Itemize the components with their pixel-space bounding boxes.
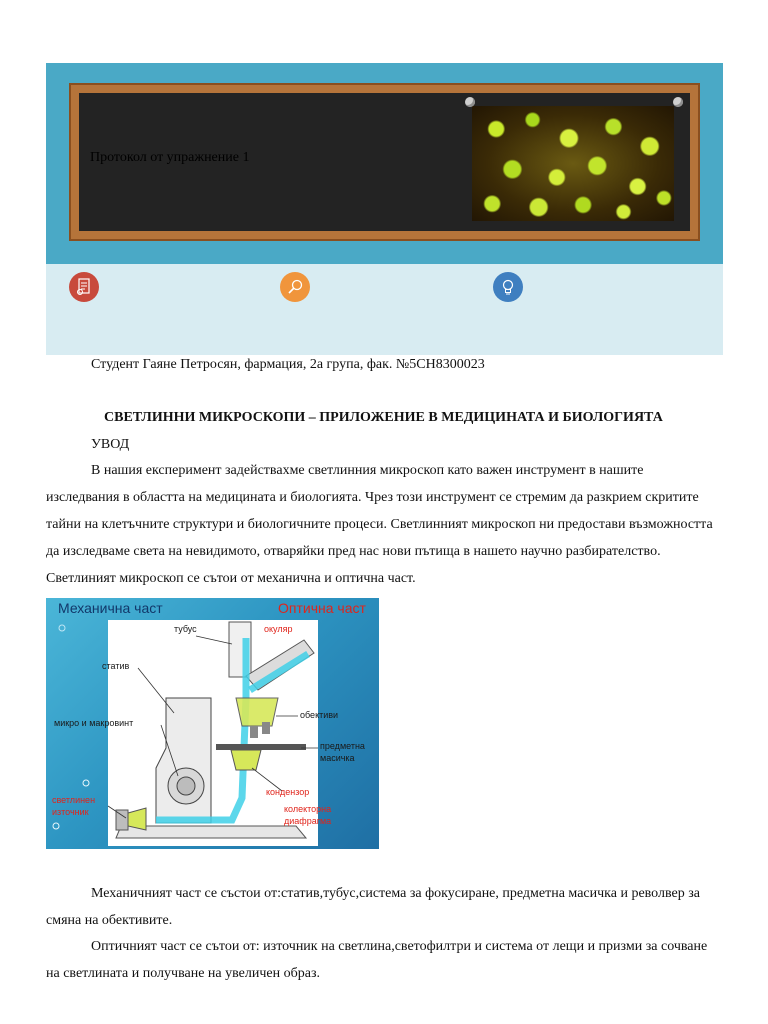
- label-masichka-1: предметна: [320, 741, 365, 751]
- cell-micrograph-image: [472, 106, 674, 221]
- label-vint: микро и макровинт: [54, 718, 134, 728]
- intro-paragraph: В нашия експеримент задействахме светлинния микроскоп като важен инструмент в нашите изследвания в областта на медицината и биологията. Чрез този инструмент се стремим да разкрием скритите тайни на клетъчните структури и биологичните процеси. Светлинният микроскоп ни предостави възможността да изследваме света на невидимото, отваряйки пред нас нови пътища в нашето научно разбирателство. Светлиният микроскоп се сътои от механична и оптична част.: [46, 463, 713, 586]
- microscope-diagram: [46, 598, 379, 849]
- document-icon: [69, 272, 99, 302]
- header-banner: [46, 63, 723, 264]
- pin-icon: [465, 97, 475, 107]
- mechanical-paragraph: Механичният част се състои от:статив,тубус,система за фокусиране, предметна масичка и револвер за смяна на обективите.: [46, 886, 700, 928]
- label-diafragma-2: диафрагма: [284, 816, 332, 826]
- label-diafragma-1: колекторна: [284, 804, 332, 814]
- figure-right-title: Оптична част: [278, 600, 366, 616]
- label-tubus: тубус: [174, 624, 197, 634]
- lightbulb-icon: [493, 272, 523, 302]
- label-iztochnik-2: източник: [52, 807, 89, 817]
- chalkboard-frame: [69, 83, 700, 241]
- document-heading: СВЕТЛИННИ МИКРОСКОПИ – ПРИЛОЖЕНИЕ В МЕДИЦИНАТА И БИОЛОГИЯТА: [104, 410, 663, 425]
- optical-paragraph: Оптичният част се сътои от: източник на светлина,светофилтри и система от лещи и призми за сочване на светлината и получване на увеличен образ.: [46, 939, 708, 981]
- label-kondenzor: кондензор: [266, 787, 310, 797]
- board-title: Протокол от упражнение 1: [90, 150, 250, 165]
- student-info: Студент Гаяне Петросян, фармация, 2а група, фак. №5CH8300023: [91, 357, 485, 372]
- label-iztochnik-1: светлинен: [52, 795, 96, 805]
- search-icon: [280, 272, 310, 302]
- label-okular: окуляр: [264, 624, 293, 634]
- pin-icon: [673, 97, 683, 107]
- label-masichka-2: масичка: [320, 753, 355, 763]
- chalkboard: [79, 93, 690, 231]
- figure-left-title: Механична част: [58, 600, 163, 616]
- intro-heading: УВОД: [91, 437, 130, 452]
- info-strip: [46, 264, 723, 355]
- label-stativ: статив: [102, 661, 130, 671]
- label-obektivi: обективи: [300, 710, 339, 720]
